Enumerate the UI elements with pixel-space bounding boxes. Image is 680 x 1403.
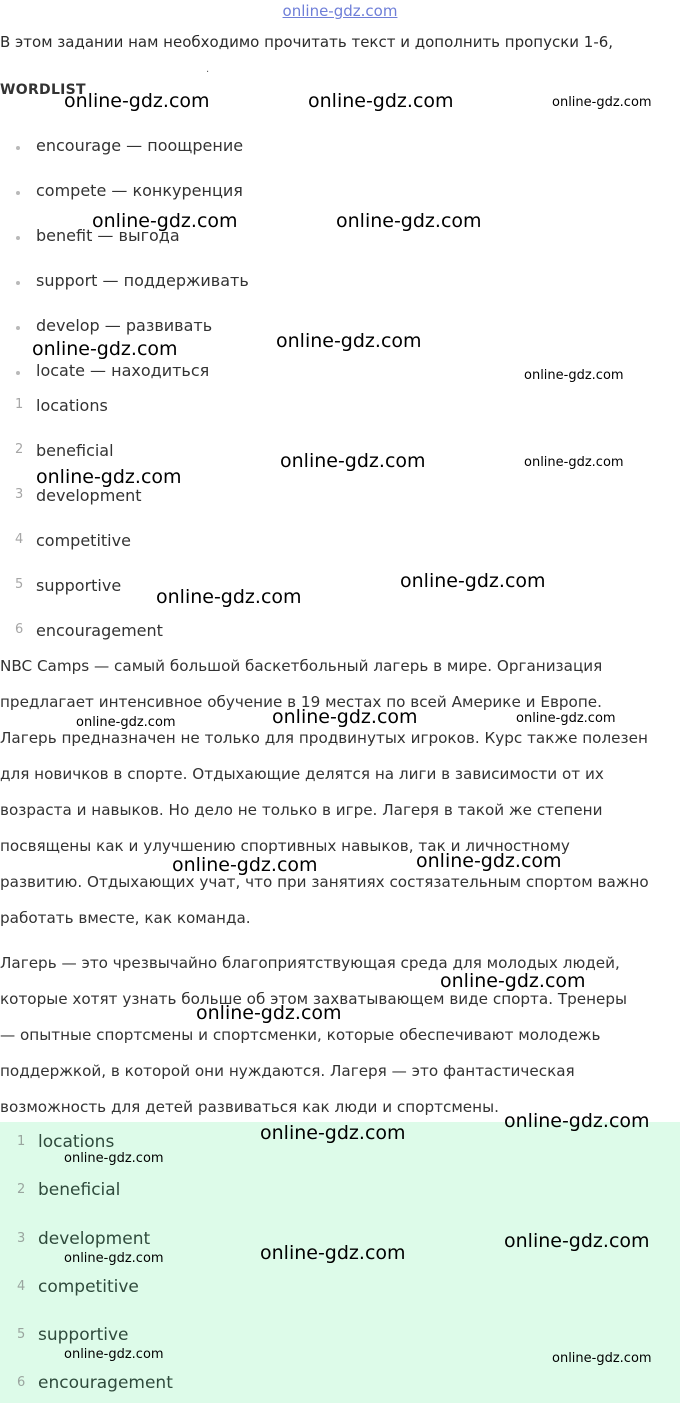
watermark: online-gdz.com — [504, 1110, 650, 1132]
answer-word: beneficial — [36, 441, 114, 460]
answer-word: supportive — [38, 1325, 129, 1345]
bullet-icon — [16, 191, 20, 195]
watermark: online-gdz.com — [272, 706, 418, 728]
watermark: online-gdz.com — [260, 1122, 406, 1144]
intro-text: В этом задании нам необходимо прочитать текст и дополнить пропуски 1-6, — [0, 33, 614, 51]
answer-number: 4 — [17, 1279, 26, 1294]
translation-line: возможность для детей развиваться как люди и спортсмены. — [0, 1098, 499, 1116]
translation-line: развитию. Отдыхающих учат, что при занятиях состязательным спортом важно — [0, 873, 649, 891]
translation-line: NBC Camps — самый большой баскетбольный лагерь в мире. Организация — [0, 657, 603, 675]
answer-number: 5 — [15, 577, 24, 592]
translation-line: Лагерь — это чрезвычайно благоприятствующая среда для молодых людей, — [0, 954, 620, 972]
answer-word: encouragement — [36, 621, 163, 640]
watermark: online-gdz.com — [524, 455, 624, 470]
watermark: online-gdz.com — [196, 1002, 342, 1024]
answer-word: competitive — [38, 1277, 139, 1297]
watermark: online-gdz.com — [260, 1242, 406, 1264]
watermark: online-gdz.com — [32, 338, 178, 360]
answer-number: 6 — [17, 1375, 26, 1390]
watermark: online-gdz.com — [64, 1251, 164, 1266]
watermark: online-gdz.com — [524, 368, 624, 383]
watermark: online-gdz.com — [64, 90, 210, 112]
watermark: online-gdz.com — [280, 450, 426, 472]
answer-word: encouragement — [38, 1373, 173, 1393]
answer-word: development — [36, 486, 142, 505]
bullet-icon — [16, 146, 20, 150]
bullet-icon — [16, 236, 20, 240]
translation-line: Лагерь предназначен не только для продвинутых игроков. Курс также полезен — [0, 729, 648, 747]
answer-word: locations — [36, 396, 108, 415]
answer-number: 2 — [15, 442, 24, 457]
watermark: online-gdz.com — [64, 1151, 164, 1166]
answer-word: development — [38, 1229, 151, 1249]
answer-number: 5 — [17, 1327, 26, 1342]
watermark: online-gdz.com — [440, 970, 586, 992]
dot-mark: . — [206, 64, 210, 75]
watermark: online-gdz.com — [416, 850, 562, 872]
watermark: online-gdz.com — [552, 1351, 652, 1366]
answer-word: beneficial — [38, 1180, 121, 1200]
watermark: online-gdz.com — [172, 854, 318, 876]
watermark: online-gdz.com — [276, 330, 422, 352]
translation-line: поддержкой, в которой они нуждаются. Лагеря — это фантастическая — [0, 1062, 575, 1080]
bullet-icon — [16, 281, 20, 285]
watermark: online-gdz.com — [552, 95, 652, 110]
answer-number: 3 — [17, 1231, 26, 1246]
answer-word: supportive — [36, 576, 122, 595]
answer-number: 6 — [15, 622, 24, 637]
translation-line: предлагает интенсивное обучение в 19 местах по всей Америке и Европе. — [0, 693, 602, 711]
watermark: online-gdz.com — [64, 1347, 164, 1362]
answer-number: 1 — [15, 397, 24, 412]
answer-number: 1 — [17, 1134, 26, 1149]
watermark: online-gdz.com — [516, 711, 616, 726]
answer-number: 2 — [17, 1182, 26, 1197]
watermark: online-gdz.com — [504, 1230, 650, 1252]
translation-line: которые хотят узнать больше об этом захватывающем виде спорта. Тренеры — [0, 990, 628, 1008]
bullet-icon — [16, 326, 20, 330]
answer-number: 4 — [15, 532, 24, 547]
translation-line: работать вместе, как команда. — [0, 909, 251, 927]
translation-line: — опытные спортсмены и спортсменки, которые обеспечивают молодежь — [0, 1026, 601, 1044]
watermark: online-gdz.com — [308, 90, 454, 112]
watermark: online-gdz.com — [336, 210, 482, 232]
watermark: online-gdz.com — [76, 715, 176, 730]
answer-word: locations — [38, 1132, 115, 1152]
watermark: online-gdz.com — [156, 586, 302, 608]
translation-line: возраста и навыков. Но дело не только в игре. Лагеря в такой же степени — [0, 801, 603, 819]
translation-line: для новичков в спорте. Отдыхающие делятся на лиги в зависимости от их — [0, 765, 604, 783]
site-link[interactable]: online-gdz.com — [282, 2, 398, 20]
answer-word: competitive — [36, 531, 131, 550]
answer-number: 3 — [15, 487, 24, 502]
answer-panel — [0, 1122, 680, 1403]
translation-line: посвящены как и улучшению спортивных навыков, так и личностному — [0, 837, 570, 855]
bullet-icon — [16, 371, 20, 375]
watermark: online-gdz.com — [92, 210, 238, 232]
wordlist-title: WORDLIST — [0, 82, 86, 98]
watermark: online-gdz.com — [400, 570, 546, 592]
watermark: online-gdz.com — [36, 466, 182, 488]
